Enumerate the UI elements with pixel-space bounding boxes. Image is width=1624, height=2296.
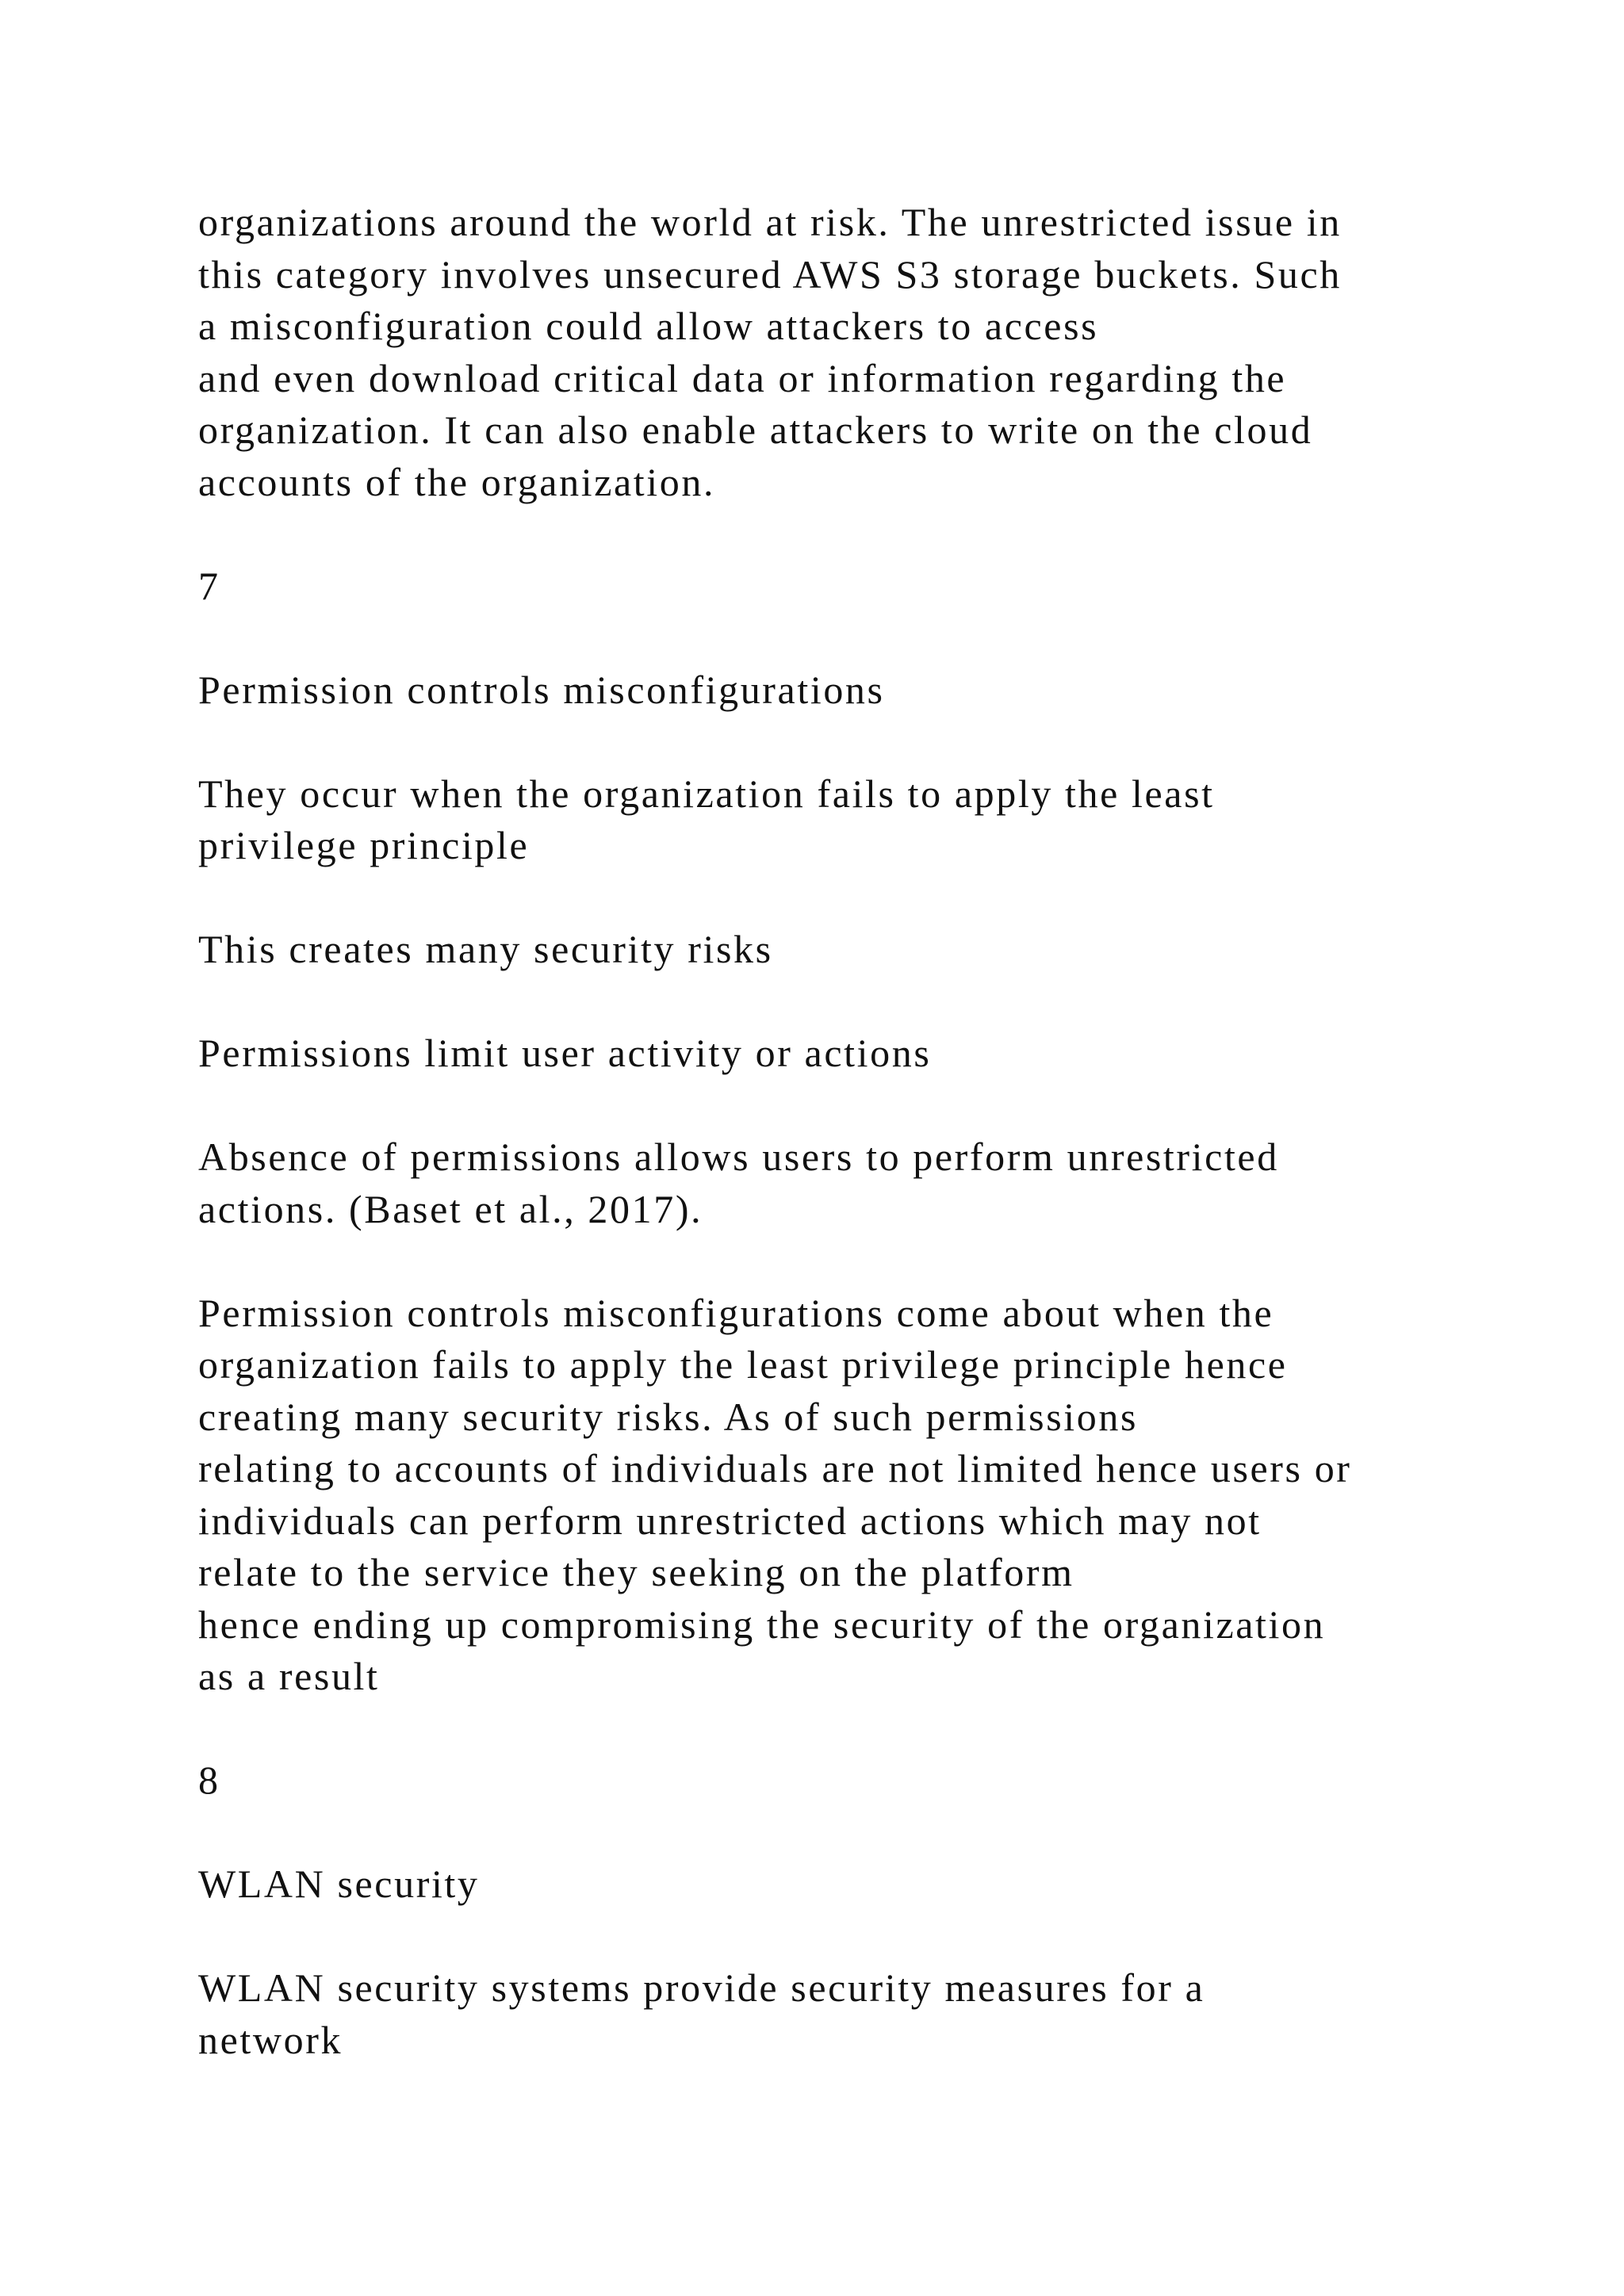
- section-heading: WLAN security: [198, 1862, 480, 1906]
- text-line: network: [198, 2017, 343, 2062]
- paragraph-gap: [198, 1080, 1529, 1132]
- permission-bullet-4: [198, 1131, 1529, 1235]
- permission-bullet-3: [198, 1027, 1529, 1080]
- paragraph-gap: [198, 1911, 1529, 1963]
- text-line: a misconfiguration could allow attackers to access: [198, 304, 1099, 348]
- text-line: creating many security risks. As of such permissions: [198, 1394, 1139, 1439]
- slide-number: 8: [198, 1758, 220, 1802]
- wlan-heading: [198, 1858, 1529, 1911]
- paragraph-gap: [198, 508, 1529, 561]
- text-line: Absence of permissions allows users to perform unrestricted: [198, 1135, 1279, 1179]
- permission-heading: [198, 664, 1529, 717]
- slide-number-8: [198, 1755, 1529, 1807]
- text-line: This creates many security risks: [198, 927, 773, 971]
- text-line: organization. It can also enable attackers to write on the cloud: [198, 408, 1313, 452]
- paragraph-gap: [198, 1703, 1529, 1755]
- text-line: organizations around the world at risk. The unrestricted issue in: [198, 200, 1342, 244]
- text-line: privilege principle: [198, 823, 530, 867]
- paragraph-gap: [198, 1807, 1529, 1859]
- text-line: accounts of the organization.: [198, 459, 716, 504]
- paragraph-gap: [198, 612, 1529, 664]
- text-line: organization fails to apply the least privilege principle hence: [198, 1342, 1288, 1387]
- text-line: this category involves unsecured AWS S3 storage buckets. Such: [198, 251, 1342, 297]
- permission-paragraph: [198, 1288, 1529, 1703]
- text-line: Permissions limit user activity or actions: [198, 1031, 932, 1075]
- text-line: relate to the service they seeking on the platform: [198, 1550, 1074, 1594]
- text-line: individuals can perform unrestricted actions which may not: [198, 1498, 1262, 1543]
- paragraph-gap: [198, 976, 1529, 1028]
- section-heading: Permission controls misconfigurations: [198, 667, 885, 712]
- slide-number-7: [198, 561, 1529, 613]
- paragraph-gap: [198, 716, 1529, 768]
- text-line: relating to accounts of individuals are not limited hence users or: [198, 1446, 1352, 1490]
- text-line: WLAN security systems provide security measures for a: [198, 1965, 1205, 2010]
- paragraph-gap: [198, 1235, 1529, 1288]
- permission-bullet-2: [198, 924, 1529, 976]
- text-line: Permission controls misconfigurations come about when the: [198, 1290, 1274, 1335]
- text-line: They occur when the organization fails to apply the least: [198, 771, 1215, 816]
- wlan-bullet-1: [198, 1962, 1529, 2066]
- slide-number: 7: [198, 563, 220, 608]
- paragraph-gap: [198, 872, 1529, 924]
- text-line: and even download critical data or information regarding the: [198, 355, 1287, 400]
- text-line: as a result: [198, 1654, 380, 1698]
- text-line: hence ending up compromising the security of the organization: [198, 1601, 1326, 1647]
- intro-paragraph: [198, 197, 1529, 508]
- permission-bullet-1: [198, 768, 1529, 872]
- text-line: actions. (Baset et al., 2017).: [198, 1186, 703, 1231]
